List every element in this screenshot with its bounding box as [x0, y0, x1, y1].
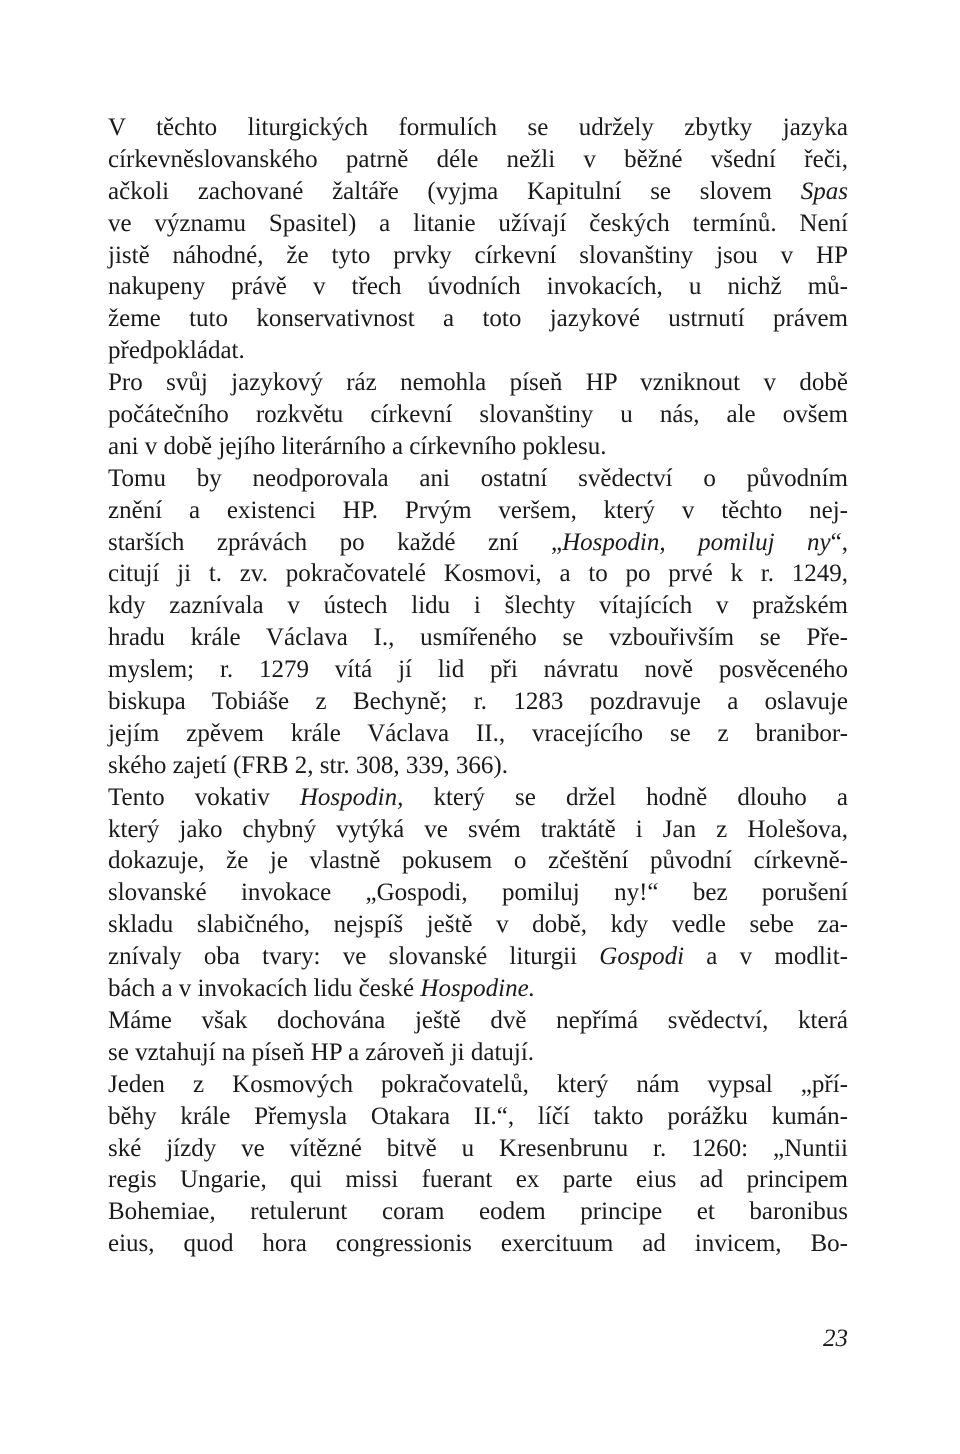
- paragraph: [108, 1069, 848, 1260]
- page-body: [108, 112, 848, 1260]
- text-segment: počátečního rozkvětu církevní slovanštiny u nás, ale ovšem: [108, 401, 848, 429]
- text-segment: bách a v invokacích lidu české: [108, 975, 421, 1003]
- text-line: [108, 527, 848, 559]
- text-line: [108, 1133, 848, 1165]
- text-segment: běhy krále Přemysla Otakara II.“, líčí takto porážku kumán-: [108, 1102, 848, 1130]
- text-segment: Máme však dochována ještě dvě nepřímá svědectví, která: [108, 1006, 848, 1034]
- text-line: [108, 941, 848, 973]
- paragraph: [108, 782, 848, 1005]
- text-segment: a v modlit-: [684, 943, 848, 971]
- text-segment: Pro svůj jazykový ráz nemohla píseň HP vzniknout v době: [108, 369, 848, 397]
- text-segment: jejím zpěvem krále Václava II., vracejícího se z branibor-: [108, 719, 848, 747]
- paragraph: [108, 112, 848, 367]
- text-line: [108, 1069, 848, 1101]
- text-segment: jistě náhodné, že tyto prvky církevní slovanštiny jsou v HP: [108, 241, 848, 269]
- text-segment: slovanské invokace „Gospodi, pomiluj ny!“ bez porušení: [108, 879, 848, 907]
- text-line: [108, 335, 848, 367]
- text-segment: kdy zaznívala v ústech lidu i šlechty vítajících v pražském: [108, 592, 848, 620]
- text-segment: znívaly oba tvary: ve slovanské liturgii: [108, 943, 600, 971]
- text-line: [108, 845, 848, 877]
- text-line: [108, 1037, 848, 1069]
- text-line: [108, 909, 848, 941]
- italic-text: Spas: [800, 177, 848, 205]
- text-segment: eius, quod hora congressionis exercituum ad invicem, Bo-: [108, 1230, 848, 1258]
- paragraph: [108, 463, 848, 782]
- text-segment: nakupeny právě v třech úvodních invokacích, u nichž mů-: [108, 273, 848, 301]
- text-line: [108, 1005, 848, 1037]
- text-line: [108, 686, 848, 718]
- text-segment: citují ji t. zv. pokračovatelé Kosmovi, a to po prvé k r. 1249,: [108, 560, 848, 588]
- text-segment: který jako chybný vytýká ve svém traktátě i Jan z Holešova,: [108, 815, 848, 843]
- text-line: [108, 750, 848, 782]
- text-line: [108, 240, 848, 272]
- italic-text: Hospodin,: [299, 783, 404, 811]
- text-line: [108, 1228, 848, 1260]
- text-line: [108, 558, 848, 590]
- text-line: [108, 622, 848, 654]
- text-segment: předpokládat.: [108, 337, 245, 365]
- text-line: [108, 303, 848, 335]
- text-segment: církevněslovanského patrně déle nežli v běžné všední řeči,: [108, 145, 848, 173]
- text-segment: myslem; r. 1279 vítá jí lid při návratu nově posvěceného: [108, 656, 848, 684]
- paragraph: [108, 367, 848, 463]
- text-line: [108, 271, 848, 303]
- text-line: [108, 1101, 848, 1133]
- text-segment: znění a existenci HP. Prvým veršem, který v těchto nej-: [108, 496, 848, 524]
- text-segment: žeme tuto konservativnost a toto jazykové ustrnutí právem: [108, 305, 848, 333]
- text-line: [108, 1196, 848, 1228]
- text-segment: skladu slabičného, nejspíš ještě v době, kdy vedle sebe za-: [108, 911, 848, 939]
- text-line: [108, 208, 848, 240]
- text-line: [108, 463, 848, 495]
- paragraph: [108, 1005, 848, 1069]
- text-line: [108, 654, 848, 686]
- text-line: [108, 782, 848, 814]
- text-segment: dokazuje, že je vlastně pokusem o zčeštění původní církevně-: [108, 847, 848, 875]
- text-segment: Tomu by neodporovala ani ostatní svědectví o původním: [108, 464, 848, 492]
- text-line: [108, 112, 848, 144]
- text-segment: Tento vokativ: [108, 783, 300, 811]
- text-segment: V těchto liturgických formulích se udržely zbytky jazyka: [108, 114, 848, 141]
- text-line: [108, 176, 848, 208]
- text-segment: ské jízdy ve vítězné bitvě u Kresenbrunu r. 1260: „Nuntii: [108, 1134, 848, 1162]
- text-segment: Jeden z Kosmových pokračovatelů, který nám vypsal „pří-: [108, 1070, 848, 1098]
- italic-text: Hospodine.: [420, 975, 535, 1003]
- text-line: [108, 367, 848, 399]
- text-line: [108, 1164, 848, 1196]
- text-line: [108, 973, 848, 1005]
- text-line: [108, 718, 848, 750]
- text-segment: ského zajetí (FRB 2, str. 308, 339, 366).: [108, 751, 508, 779]
- text-segment: “,: [830, 528, 848, 556]
- italic-text: Gospodi: [599, 943, 685, 971]
- text-line: [108, 144, 848, 176]
- text-segment: Bohemiae, retulerunt coram eodem principe et baronibus: [108, 1198, 848, 1226]
- text-line: [108, 399, 848, 431]
- text-segment: který se držel hodně dlouho a: [403, 783, 849, 811]
- text-line: [108, 590, 848, 622]
- italic-text: Hospodin, pomiluj ny: [562, 528, 831, 556]
- text-line: [108, 877, 848, 909]
- text-line: [108, 495, 848, 527]
- text-segment: ve významu Spasitel) a litanie užívají českých termínů. Není: [108, 209, 848, 237]
- text-segment: se vztahují na píseň HP a zároveň ji datují.: [108, 1038, 535, 1066]
- text-segment: hradu krále Václava I., usmířeného se vzbouřivším se Pře-: [108, 624, 848, 652]
- text-segment: ani v době jejího literárního a církevního poklesu.: [108, 432, 607, 460]
- text-segment: starších zprávách po každé zní „: [108, 528, 563, 556]
- text-line: [108, 814, 848, 846]
- text-segment: ačkoli zachované žaltáře (vyjma Kapitulní se slovem: [108, 177, 801, 205]
- text-line: [108, 431, 848, 463]
- text-segment: biskupa Tobiáše z Bechyně; r. 1283 pozdravuje a oslavuje: [108, 688, 848, 716]
- page-number: 23: [823, 1325, 848, 1352]
- text-segment: regis Ungarie, qui missi fuerant ex parte eius ad principem: [108, 1166, 848, 1194]
